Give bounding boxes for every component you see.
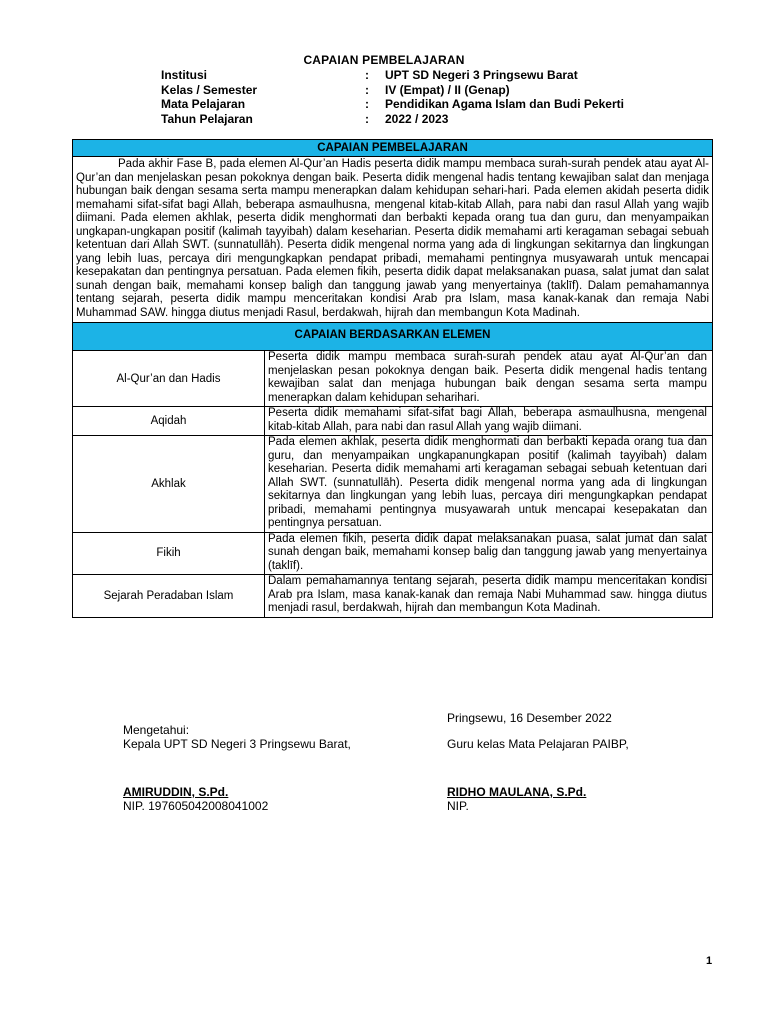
meta-label: Kelas / Semester: [161, 82, 258, 97]
principal-name: AMIRUDDIN, S.Pd.: [123, 785, 229, 799]
meta-label: Mata Pelajaran: [161, 97, 246, 111]
meta-colon: :: [365, 97, 369, 111]
meta-block: [161, 68, 624, 126]
element-desc: Peserta didik mampu membaca surah-surah pendek atau ayat Al-Qur’an dan menjelaskan pesan pokoknya dengan baik. Peserta didik mengenal hadis tentang kewajiban salat dan menjaga hubungan baik dengan sesama serta mampu menerapkan dalam kehidupan seharihari.: [268, 351, 707, 404]
teacher-name: RIDHO MAULANA, S.Pd.: [447, 785, 587, 799]
meta-label: Institusi: [161, 68, 208, 82]
meta-colon: :: [365, 82, 369, 97]
teacher-nip: NIP.: [447, 799, 469, 813]
meta-row-institusi: [161, 68, 624, 83]
element-desc: Pada elemen akhlak, peserta didik menghormati dan berbakti kepada orang tua dan guru, dan menyampaikan ungkapanungkapan positif (kalimah tayyibah) dalam keseharian. Peserta didik memahami arti keragaman sebagai sebuah ketentuan dari Allah SWT. (sunnatullāh). Peserta didik mengenal norma yang ada di lingkungan sekitarnya dan lingkungan yang lebih luas, percaya diri mengungkapkan pendapat pribadi, memahami pentingnya musyawarah untuk mencapai kesepakatan dan pentingnya persatuan.: [268, 436, 707, 529]
element-name: Al-Qur’an dan Hadis: [73, 351, 265, 406]
teacher-role: Guru kelas Mata Pelajaran PAIBP,: [447, 737, 629, 751]
meta-row-tahun: [161, 112, 624, 127]
element-name: Aqidah: [73, 407, 265, 435]
elements-heading: CAPAIAN BERDASARKAN ELEMEN: [73, 323, 712, 351]
meta-colon: :: [365, 68, 369, 82]
acknowledged-label: Mengetahui:: [123, 723, 190, 737]
element-name: Akhlak: [73, 436, 265, 532]
element-desc: Peserta didik memahami sifat-sifat bagi Allah, beberapa asmaulhusna, mengenal kitab-kitab Allah, para nabi dan rasul Allah yang wajib diimani.: [268, 407, 707, 433]
place-date: Pringsewu, 16 Desember 2022: [447, 711, 612, 725]
meta-value: UPT SD Negeri 3 Pringsewu Barat: [385, 68, 578, 82]
element-name: Fikih: [73, 533, 265, 575]
meta-value: IV (Empat) / II (Genap): [385, 82, 510, 97]
meta-value: Pendidikan Agama Islam dan Budi Pekerti: [385, 97, 624, 111]
element-row-sejarah: [73, 575, 712, 617]
element-desc: Dalam pemahamannya tentang sejarah, peserta didik mampu menceritakan kondisi Arab pra Islam, masa kanak-kanak dan remaja Nabi Muhammad saw. hingga diutus menjadi rasul, berdakwah, hijrah dan membangun Kota Madinah.: [268, 575, 707, 614]
meta-value: 2022 / 2023: [385, 111, 449, 126]
page-number: 1: [706, 955, 713, 967]
element-row-aqidah: [73, 407, 712, 436]
element-row-quran: [73, 351, 712, 407]
document-title: CAPAIAN PEMBELAJARAN: [303, 53, 465, 67]
principal-role: Kepala UPT SD Negeri 3 Pringsewu Barat,: [123, 737, 351, 751]
meta-colon: :: [365, 111, 369, 126]
intro-paragraph: [73, 157, 712, 323]
table-heading: CAPAIAN PEMBELAJARAN: [73, 140, 712, 157]
element-desc: Pada elemen fikih, peserta didik dapat melaksanakan puasa, salat jumat dan salat sunah dengan baik, memahami konsep balig dan tanggung jawab yang menyertainya (taklīf).: [268, 532, 707, 572]
meta-row-kelas: [161, 83, 624, 98]
principal-nip: NIP. 197605042008041002: [123, 799, 269, 813]
capaian-table: [72, 139, 713, 618]
element-row-fikih: [73, 533, 712, 576]
meta-row-mapel: [161, 97, 624, 112]
element-row-akhlak: [73, 436, 712, 533]
element-name: Sejarah Peradaban Islam: [73, 575, 265, 617]
intro-text: Pada akhir Fase B, pada elemen Al-Qur’an Hadis peserta didik mampu membaca surah-surah pendek atau ayat Al-Qur’an dan menjelaskan pesan pokoknya dengan baik. Peserta didik mengenal hadis tentang kewajiban salat dan menjaga hubungan baik dengan sesama serta mampu menerapkan dalam kehidupan sehari-hari. Pada elemen akidah peserta didik memahami sifat-sifat bagi Allah, beberapa asmaulhusna, mengenal kitab-kitab Allah, para nabi dan rasul Allah yang wajib diimani. Pada elemen akhlak, peserta didik menghormati dan berbakti kepada orang tua dan guru, dan menyampaikan ungkapan-ungkapan positif (kalimah tayyibah) dalam keseharian. Peserta didik memahami arti keragaman sebagai sebuah ketentuan dari Allah SWT. (sunnatullāh). Peserta didik mengenal norma yang ada di lingkungan sekitarnya dan lingkungan yang lebih luas, percaya diri mengungkapkan pendapat pribadi, memahami pentingnya musyawarah untuk mencapai kesepakatan dan pentingnya persatuan. Pada elemen fikih, peserta didik dapat melaksanakan puasa, salat jumat dan salat sunah dengan baik, memahami konsep baligh dan tanggung jawab yang menyertainya (taklīf). Dalam pemahamannya tentang sejarah, peserta didik mampu menceritakan kondisi Arab pra Islam, masa kanak-kanak dan remaja Nabi Muhammad SAW. hingga diutus menjadi Rasul, berdakwah, hijrah dan membangun Kota Madinah.: [76, 158, 709, 319]
meta-label: Tahun Pelajaran: [161, 111, 253, 126]
